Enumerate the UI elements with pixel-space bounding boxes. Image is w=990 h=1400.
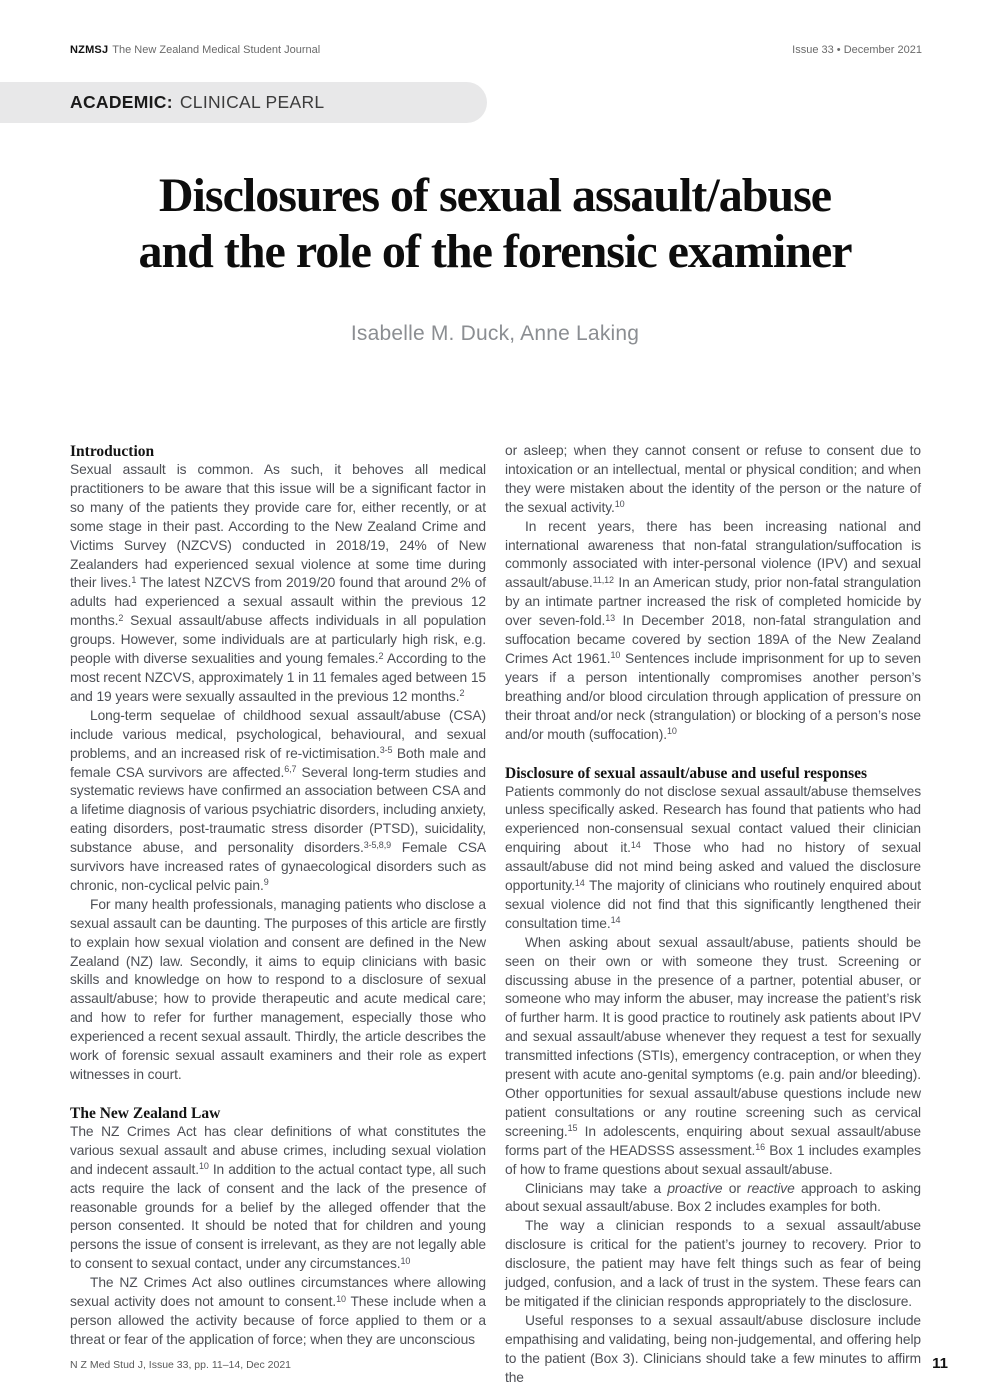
reference-superscript: 14	[574, 877, 585, 888]
emphasized-text: proactive	[667, 1180, 723, 1196]
journal-name: The New Zealand Medical Student Journal	[112, 44, 321, 56]
paragraph: In recent years, there has been increasing national and international awareness that non-fatal strangulation/suffocation is commonly associated with inter-personal violence (IPV) and sexual assault/abuse.$^{11,12}$ In an American study, prior non-fatal strangulation by an intimate partner increased the risk of completed homicide by over seven-fold.$^{13}$ In December 2018, non-fatal strangulation and suffocation became covered by section 189A of the New Zealand Crimes Act 1961.10 Sentences include imprisonment for up to seven years if a person intentionally compromises another person’s breathing and/or blood circulation through application of pressure on their throat and/or neck (strangulation) or blocking of a person’s nose and/or mouth (suffocation).$^{10}$	[505, 518, 922, 742]
reference-superscript: 10	[614, 499, 625, 510]
article-authors: Isabelle M. Duck, Anne Laking	[350, 322, 640, 345]
category-banner	[0, 82, 487, 123]
issue-info: Issue 33 • December 2021	[792, 44, 922, 56]
article-title-line2: and the role of the forensic examiner	[138, 225, 852, 278]
section-heading: Introduction	[70, 443, 155, 460]
section-heading: The New Zealand Law	[70, 1104, 221, 1122]
footer-citation: N Z Med Stud J, Issue 33, pp. 11–14, Dec 2021	[70, 1359, 292, 1371]
reference-superscript: 11,12	[592, 574, 614, 585]
reference-superscript: 10	[666, 726, 677, 737]
paragraph: Clinicians may take a proactive or reactive approach to asking about sexual assault/abuse. Box 2 includes examples for both.	[505, 1180, 921, 1215]
reference-superscript: 1	[131, 574, 137, 585]
reference-superscript: 14	[630, 839, 641, 850]
journal-abbreviation: NZMSJ	[70, 44, 109, 56]
article-body	[70, 442, 921, 1388]
category-label: ACADEMIC:	[70, 92, 173, 112]
reference-superscript: 10	[610, 650, 621, 661]
article-title	[35, 168, 955, 280]
page-header	[70, 44, 922, 56]
reference-superscript: 3-5	[379, 745, 393, 756]
paragraph: Sexual assault is common. As such, it behoves all medical practitioners to be aware that this issue will be a significant factor in so many of the patients they provide care for, either recently, or at some stage in their past. According to the New Zealand Crime and Victims Survey (NZCVS) conducted in 2018/19, 24% of New Zealanders had experienced sexual violence at some time during their lives.$^1$ The latest NZCVS from 2019/20 found that around 2% of adults had experienced a sexual assault within the previous 12 months.$^2$ Sexual assault/abuse affects individuals in all population groups. However, some individuals are at particularly high risk, e.g. people with diverse sexualities and young females.$^2$ According to the most recent NZCVS, approximately 1 in 11 females aged between 15 and 19 years were sexually assaulted in the previous 12 months.$^2$	[70, 462, 486, 704]
reference-superscript: 6,7	[284, 764, 297, 774]
emphasized-text: reactive	[747, 1180, 795, 1196]
reference-superscript: 2	[378, 650, 384, 661]
reference-superscript: 16	[755, 1142, 766, 1153]
reference-superscript: 15	[567, 1123, 578, 1134]
reference-superscript: 2	[459, 688, 465, 699]
page-footer	[70, 1355, 948, 1372]
journal-masthead	[70, 44, 320, 56]
reference-superscript: 9	[263, 877, 269, 888]
paragraph: Useful responses to a sexual assault/abuse disclosure include empathising and validating, being non-judgemental, and offering help to the patient (Box 3). Clinicians should take a few minutes to affirm the	[505, 1312, 921, 1385]
paragraph: Patients commonly do not disclose sexual assault/abuse themselves unless specifically asked. Research has found that patients who had experienced non-consensual sexual contact valued their clinician enquiring about it.$^{14}$ Those who had no history of sexual assault/abuse did not mind being asked and valued the disclosure opportunity.$^{14}$ The majority of clinicians who routinely enquired about sexual violence did not find that this significantly lengthened their consultation time.$^{14}$	[505, 783, 921, 931]
category-subtitle: CLINICAL PEARL	[179, 92, 325, 112]
paragraph: The NZ Crimes Act has clear definitions of what constitutes the various sexual assault and abuse crimes, including sexual violation and indecent assault.$^{10}$ In addition to the actual contact type, all such acts require the lack of consent and the lack of the presence of reasonable grounds for a belief by the alleged offender that the person consented. It should be noted that for children and young persons the issue of consent is irrelevant, as they are not legally able to consent to sexual contact, under any circumstances.$^{10}$	[70, 1123, 486, 1272]
paragraph: The NZ Crimes Act also outlines circumstances where allowing sexual activity does not amount to consent.$^{10}$ These include when a person allowed the activity because of force applied to them or a threat or fear of the application of force; when they are unconscious	[70, 1275, 486, 1347]
reference-superscript: 13	[605, 612, 616, 623]
reference-superscript: 14	[610, 915, 621, 926]
section-heading: Disclosure of sexual assault/abuse and useful responses	[505, 764, 868, 782]
reference-superscript: 2	[118, 612, 124, 623]
reference-superscript: 10	[400, 1255, 411, 1266]
paragraph: The way a clinician responds to a sexual assault/abuse disclosure is critical for the patient’s journey to recovery. Prior to disclosure, the patient may have felt things such as fear of being judged, confusion, and a lack of trust in the system. These fears can be mitigated if the clinician responds appropriately to the disclosure.	[505, 1218, 921, 1309]
paragraph: When asking about sexual assault/abuse, patients should be seen on their own or with someone they trust. Screening or discussing abuse in the presence of a partner, potential abuser, or someone who may inform the abuser, may increase the patient’s risk of further harm. It is good practice to routinely ask patients about IPV and sexual assault/abuse whenever they request a test for sexually transmitted infections (STIs), emergency contraception, or when they present with acute ano-genital symptoms (e.g. pain and/or bleeding). Other opportunities for sexual assault/abuse questions include new patient consultations or any routine screening such as cervical screening.$^{15}$ In adolescents, enquiring about sexual assault/abuse forms part of the HEADSSS assessment.$^{16}$ Box 1 includes examples of how to frame questions about sexual assault/abuse.	[505, 934, 921, 1177]
reference-superscript: 10	[198, 1161, 209, 1172]
right-column	[505, 442, 921, 1388]
paragraph: For many health professionals, managing patients who disclose a sexual assault can be daunting. The purposes of this article are firstly to explain how sexual violation and consent are defined in the New Zealand (NZ) law. Secondly, it aims to equip clinicians with basic skills and knowledge on how to respond to a disclosure of sexual assault/abuse; how to provide therapeutic and acute medical care; and how to refer for further management, especially those who experienced a recent sexual assault. Thirdly, the article describes the work of forensic sexual assault examiners and their role as expert witnesses in court.	[70, 896, 486, 1082]
left-column	[70, 442, 486, 1388]
reference-superscript: 10	[336, 1293, 346, 1304]
article-title-line1: Disclosures of sexual assault/abuse	[158, 169, 832, 222]
reference-superscript: 3-5,8,9	[363, 839, 392, 850]
paragraph: or asleep; when they cannot consent or refuse to consent due to intoxication or an intellectual, mental or physical condition; and when they were mistaken about the identity of the person or the nature of the sexual activity.$^{10}$	[505, 443, 921, 515]
page-number: 11	[932, 1355, 948, 1372]
paragraph: Long-term sequelae of childhood sexual assault/abuse (CSA) include various medical, psychological, behavioural, and sexual problems, and an increased risk of re-victimisation.$^{3-5}$ Both male and female CSA survivors are affected.$^{6,7}$ Several long-term studies and systematic reviews have confirmed an association between CSA and a lifetime diagnosis of various psychiatric disorders, including anxiety, eating disorders, post-traumatic stress disorder (PTSD), suicidality, substance abuse, and personality disorders.$^{3-5,8,9}$ Female CSA survivors have increased rates of gynaecological disorders such as chronic, non-cyclical pelvic pain.$^9$	[70, 707, 487, 893]
